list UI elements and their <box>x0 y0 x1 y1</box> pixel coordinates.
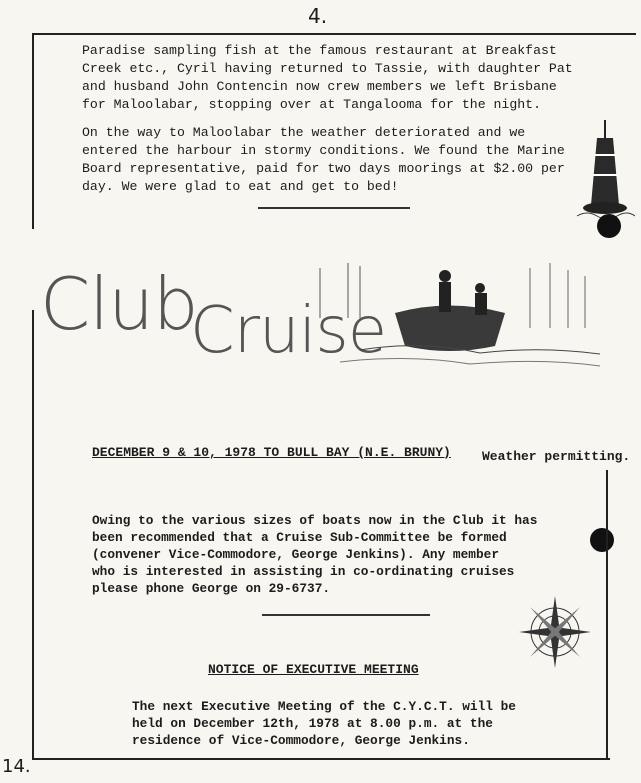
banner-club-text: Club <box>40 262 198 346</box>
cruise-heading-note: Weather permitting. <box>482 449 631 464</box>
banner-cruise-text: Cruise <box>190 294 387 368</box>
notice-body: The next Executive Meeting of the C.Y.C.T. will be held on December 12th, 1978 at 8.00 p.m. at the residence of Vice-Commodore, George Jenkins. <box>132 699 516 748</box>
cruise-body: Owing to the various sizes of boats now in the Club it has been recommended that a Cruise Sub-Committee be formed (convener Vice-Commodore, George Jenkins). Any member who is interested in assisting in co-ordinating cruises please phone George on 29-6737. <box>92 513 538 596</box>
punch-hole-top <box>597 214 621 238</box>
notice-heading: NOTICE OF EXECUTIVE MEETING <box>208 662 419 677</box>
page-number-top: 4. <box>308 4 328 28</box>
section-divider <box>262 614 430 616</box>
buoy-illustration <box>575 110 635 230</box>
cruise-heading: DECEMBER 9 & 10, 1978 TO BULL BAY (N.E. BRUNY) <box>92 445 451 460</box>
intro-paragraph-2: On the way to Maloolabar the weather deteriorated and we entered the harbour in stormy conditions. We found the Marine Board representative, paid for two days moorings at $2.00 per day. We were glad to eat and get to bed! <box>82 125 565 194</box>
page-number-bottom: 14. <box>2 756 31 777</box>
section-divider <box>258 207 410 209</box>
compass-rose-icon <box>516 592 594 670</box>
intro-paragraph-1: Paradise sampling fish at the famous restaurant at Breakfast Creek etc., Cyril having returned to Tassie, with daughter Pat and husband John Contencin now crew members we left Brisbane for Maloolabar, stopping over at Tangalooma for the night. <box>82 43 573 112</box>
bottom-frame-right-border <box>606 470 608 758</box>
punch-hole-bottom <box>590 528 614 552</box>
